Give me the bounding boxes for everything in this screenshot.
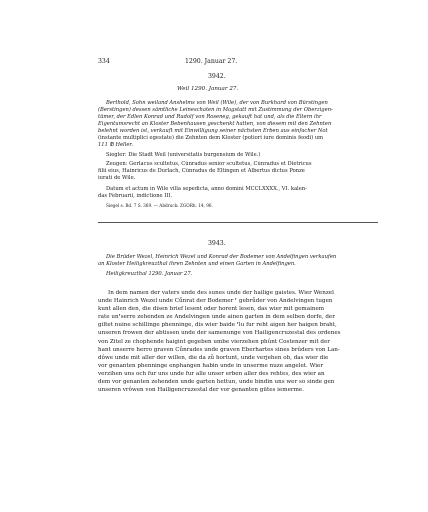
body-line: von Zitel ze chophende haigint gegeben umbe vierzehen phûnt Costenzer mit der (98, 338, 330, 345)
witness-line: iurati de Wile. (98, 175, 136, 181)
date-clause (98, 186, 378, 200)
document-number: 3943. (208, 240, 226, 247)
witness-line: Zeugen: Gerlacus scultetus, Cůnradus senior scultetus, Cůnradus et Dietricus (106, 161, 312, 167)
running-title: 1290. Januar 27. (185, 58, 238, 65)
document-dateline: Heiligkreuzthal 1290. Januar 27. (106, 271, 193, 277)
summary-line: (instante multiplici egestate) die Zehnten dem Kloster (potiori iure dominis feodi) um (98, 135, 324, 141)
body-line: vor genanten phenninge enphangen habin unde in unserme nuze angelet. Wier (98, 362, 323, 369)
summary-line: 111 ℔ Heller. (98, 142, 133, 148)
page-number: 334 (98, 58, 110, 65)
summary-line: tümer, der Edlen Konrad und Rudolf von Roseneg, gekauft hat und, als die Eltern ihr (98, 114, 322, 120)
seal-line: Siegler: Die Stadt Weil (universitatis burgensium de Wile.) (106, 152, 261, 158)
document-dateline: Weil 1290. Januar 27. (177, 86, 239, 92)
summary-line: Die Brüder Wezel, Heinrich Wezel und Konrad der Bodemer von Andelfingen verkaufen (106, 254, 337, 260)
witness-list (98, 161, 378, 182)
document-summary (98, 254, 378, 268)
document-number: 3942. (208, 73, 226, 80)
body-line: unde Hainrich Wezel unde Cůnrat der Bodemer ⸢ gebrůder von Andelvingen tugen (98, 298, 333, 305)
summary-line: Berthold, Sohn weiland Anshelms von Weil (Wile), der von Burkhard von Bürstingen (106, 100, 328, 106)
witness-line: filii eius, Hainricus de Durlach, Cůnradus de Eltingen et Albertus dictus Ponze (98, 168, 305, 174)
body-line: unseren frowen der abtissen unde der samenunge von Hailigencruzestal des ordenes (98, 330, 341, 337)
summary-line: Eigentumsrecht an Kloster Bebenhausen geschenkt hatten, von diesem mit den Zehnten (98, 121, 332, 127)
seal-note: Siegel s. Bd. 7 S. 369. — Abdruck: ZGORh. 14, 96. (106, 203, 213, 208)
body-line: kunt allen den, die disen brief lesent oder horent lesen, das wier mit gemainem (98, 306, 325, 313)
summary-line: belehnt worden ist, verkauft mit Einwilligung seiner nächsten Erben aus einfacher Not (98, 128, 328, 134)
body-line: In dem namen der vaters unde des sunes unde der hailige gaistes. Wier Wenzel (108, 290, 334, 296)
body-line: rate un⸢serre zehenden ze Andelvingen unde ainen garten in dem selben dorfe, der (98, 314, 335, 321)
summary-line: an Kloster Heiligkreuzthal ihren Zehnten und einen Garten in Andelfingen. (98, 261, 296, 267)
date-line: Datum et actum in Wile villa sepedicta, anno domini MCCLXXXX., VI. kalen- (106, 186, 307, 192)
body-line: giltet nuine schillinge phenninge, dis wier baide ⸢lu fur reht aigen her haigen braht, (98, 322, 337, 329)
body-line: dôwe unde mit aller der willen, die da zů hortunt, unde verjehen ob, das wier die (98, 354, 329, 361)
body-line: dem vor genanten zehenden unde garten hettun, unde bindin uns wer so sinde gen (98, 379, 335, 386)
body-line: unseren vrôwen von Hailigencruzestal der vor genanten gütes iemerme. (98, 387, 304, 394)
body-line: verzihen uns och fur uns unde fur alle unser erben aller des rehtes, des wier an (98, 370, 325, 377)
body-line: hant unserre herro graven Cůnrades unde graven Eberhartes sines brûders von Lan- (98, 346, 340, 353)
document-summary (98, 100, 378, 149)
summary-line: (Berstingen) dessen sämtliche Leineschaten in Magstatt mit Zustimmung der Oberzigen- (98, 107, 333, 113)
separator-rule (98, 222, 378, 223)
document-body (98, 289, 378, 394)
date-line: das Februarii, indictione III. (98, 193, 173, 199)
